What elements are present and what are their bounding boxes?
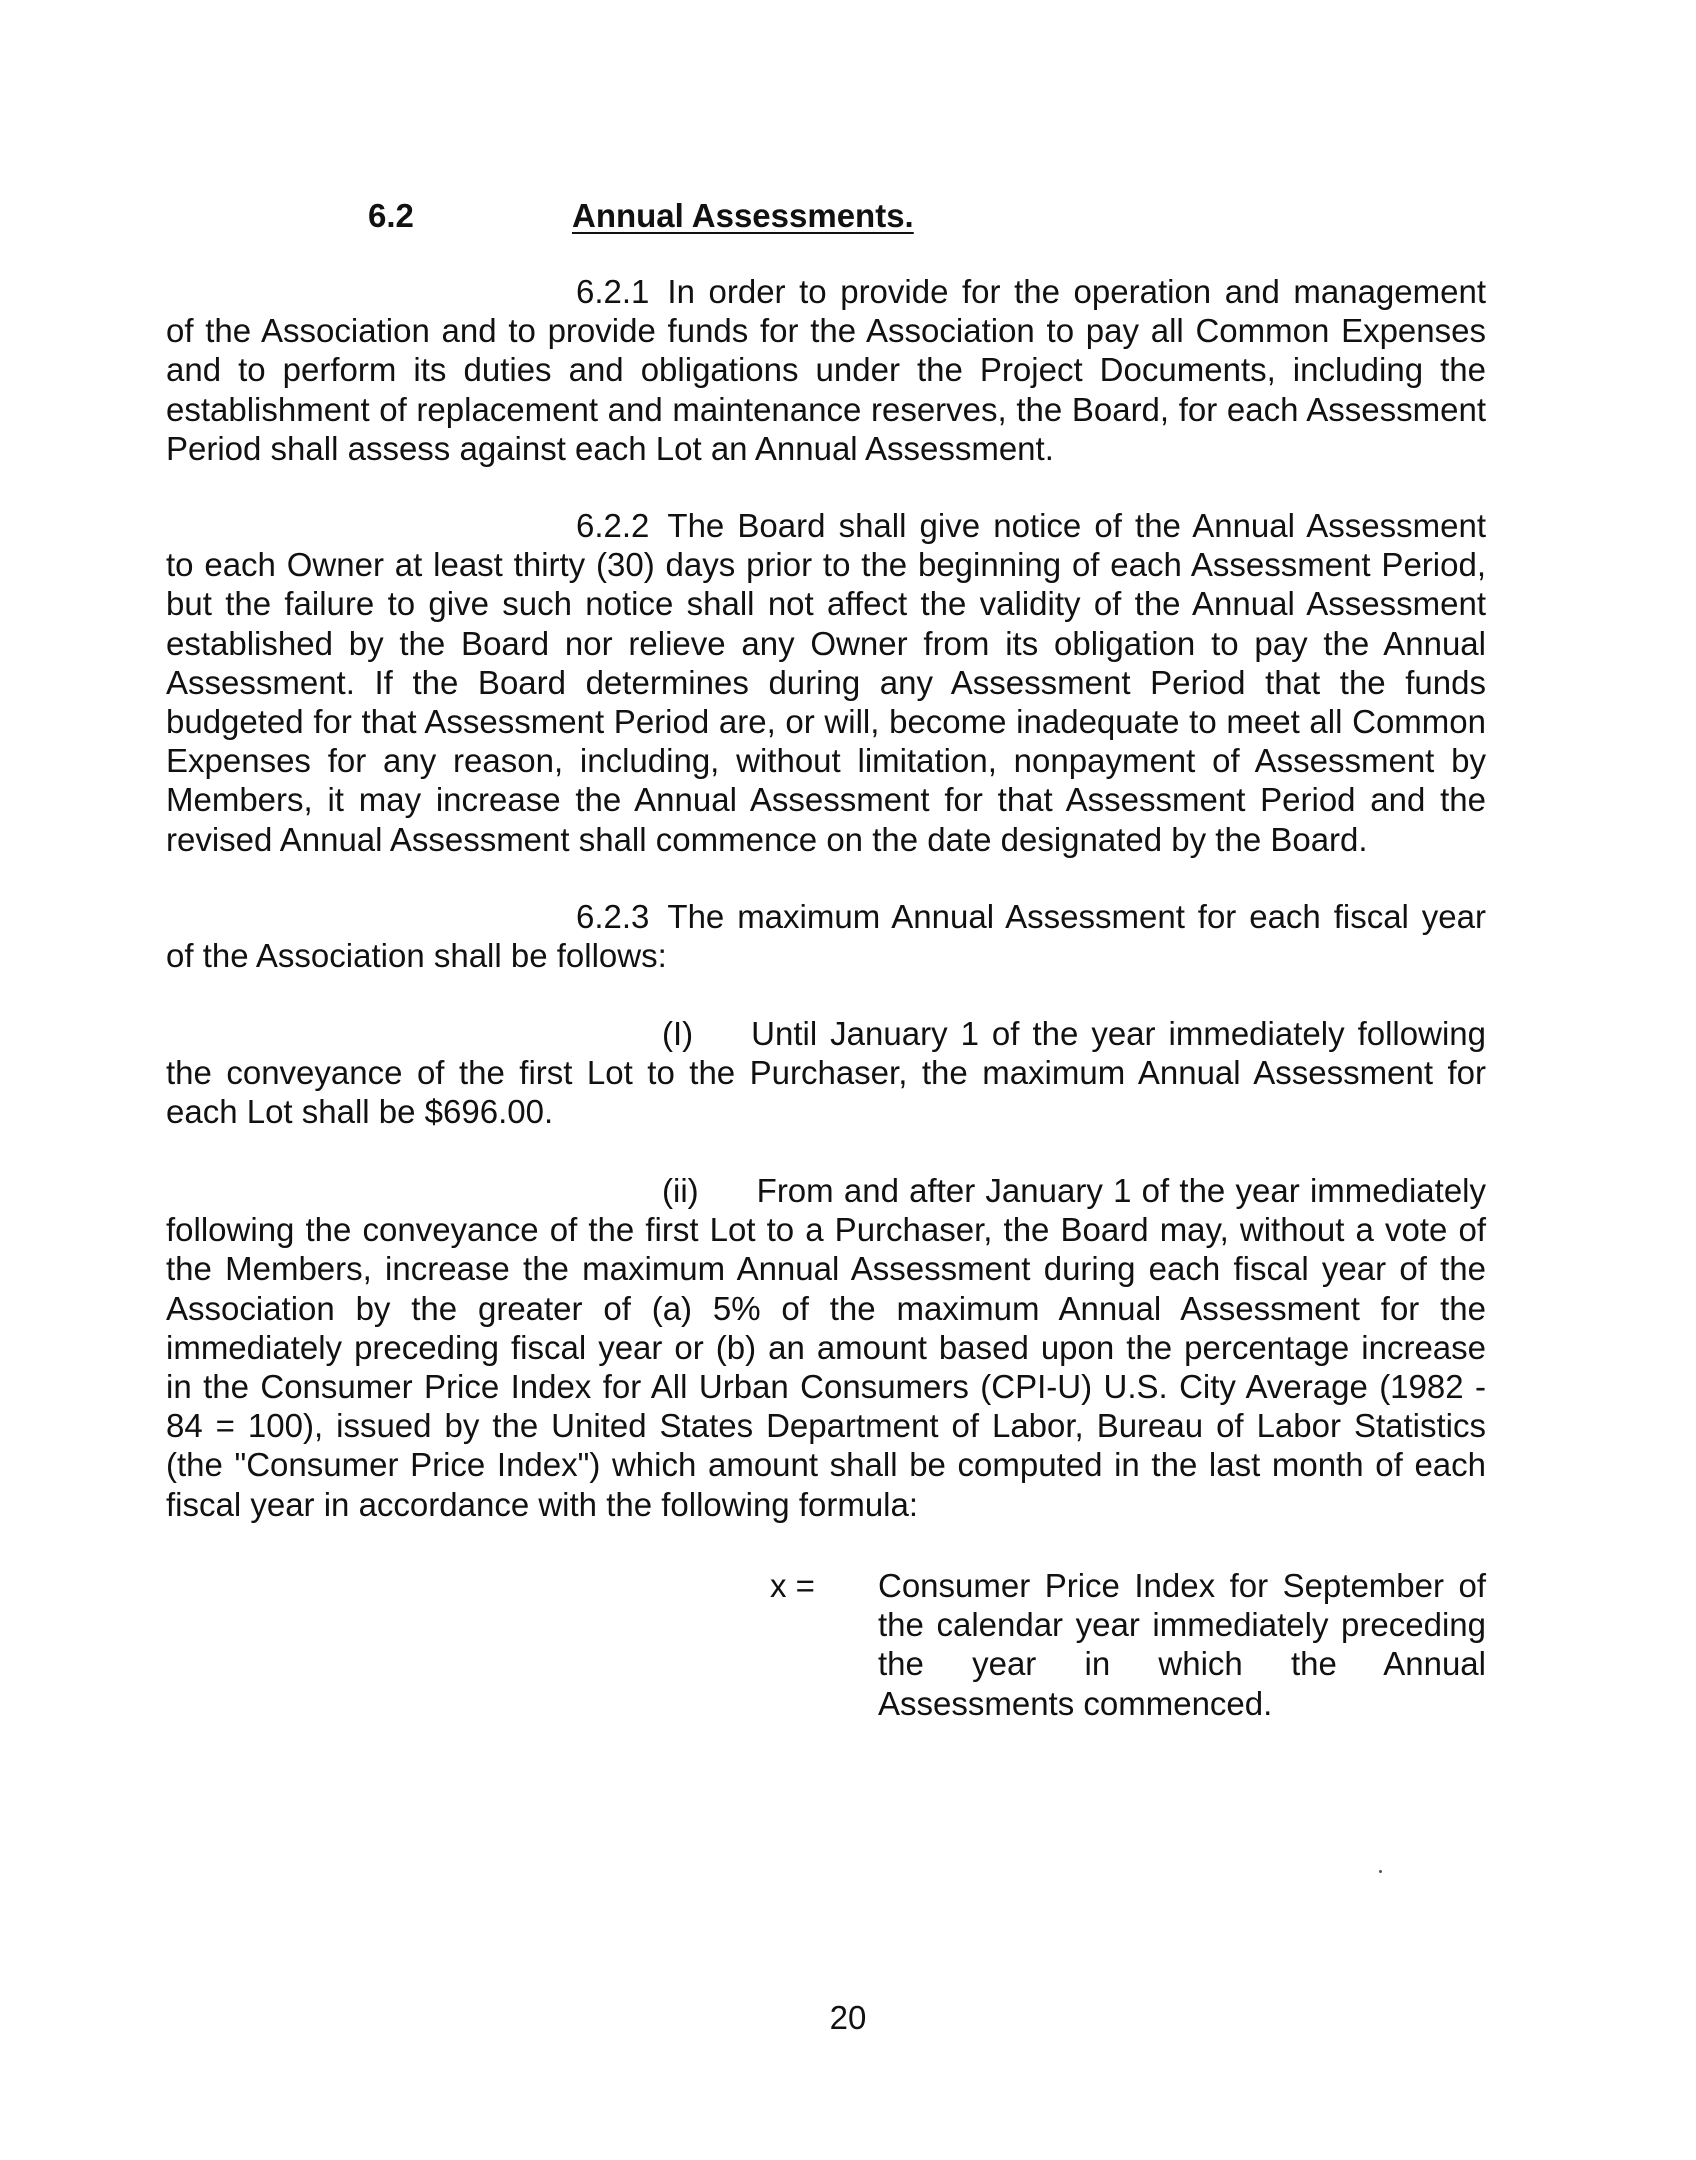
subparagraph-ii [166,1171,1486,1524]
paragraph-text: In order to provide for the operation and management of the Association and to provide funds for the Association to pay all Common Expenses and to perform its duties and obligations under the Project Documents, including the establishment of replacement and maintenance reserves, the Board, for each Assessment Period shall assess against each Lot an Annual Assessment. [166,273,1486,467]
page-number: 20 [829,1999,867,2036]
paragraph-text: The Board shall give notice of the Annual Assessment to each Owner at least thirty (30) days prior to the beginning of each Assessment Period, but the failure to give such notice shall not affect the validity of the Annual Assessment established by the Board nor relieve any Owner from its obligation to pay the Annual Assessment. If the Board determines during any Assessment Period that the funds budgeted for that Assessment Period are, or will, become inadequate to meet all Common Expenses for any reason, including, without limitation, nonpayment of Assessment by Members, it may increase the Annual Assessment for that Assessment Period and the revised Annual Assessment shall commence on the date designated by the Board. [166,507,1486,858]
section-number: 6.2 [368,197,414,234]
paragraph-number: 6.2.3 [576,898,650,935]
subparagraph-text: Until January 1 of the year immediately following the conveyance of the first Lot to the Purchaser, the maximum Annual Assessment for each Lot shall be $696.00. [166,1015,1486,1131]
subparagraph-i [166,1014,1486,1132]
paragraph-6-2-3 [166,897,1486,975]
formula-variable: x = [770,1567,815,1604]
subparagraph-number: (I) [662,1015,694,1052]
subparagraph-number: (ii) [662,1172,699,1209]
scan-speck [1379,1870,1382,1873]
paragraph-text: The maximum Annual Assessment for each fiscal year of the Association shall be follows: [166,898,1486,975]
paragraph-6-2-1 [166,272,1486,468]
paragraph-number: 6.2.1 [576,273,650,310]
formula-definition: Consumer Price Index for September of the calendar year immediately preceding the year in which the Annual Assessments commenced. [878,1567,1486,1722]
paragraph-6-2-2 [166,506,1486,859]
paragraph-number: 6.2.2 [576,507,650,544]
subparagraph-text: From and after January 1 of the year immediately following the conveyance of the first Lot to a Purchaser, the Board may, without a vote of the Members, increase the maximum Annual Assessment during each fiscal year of the Association by the greater of (a) 5% of the maximum Annual Assessment for the immediately preceding fiscal year or (b) an amount based upon the percentage increase in the Consumer Price Index for All Urban Consumers (CPI-U) U.S. City Average (1982 - 84 = 100), issued by the United States Department of Labor, Bureau of Labor Statistics (the "Consumer Price Index") which amount shall be computed in the last month of each fiscal year in accordance with the following formula: [166,1172,1486,1523]
section-title: Annual Assessments. [572,197,914,234]
